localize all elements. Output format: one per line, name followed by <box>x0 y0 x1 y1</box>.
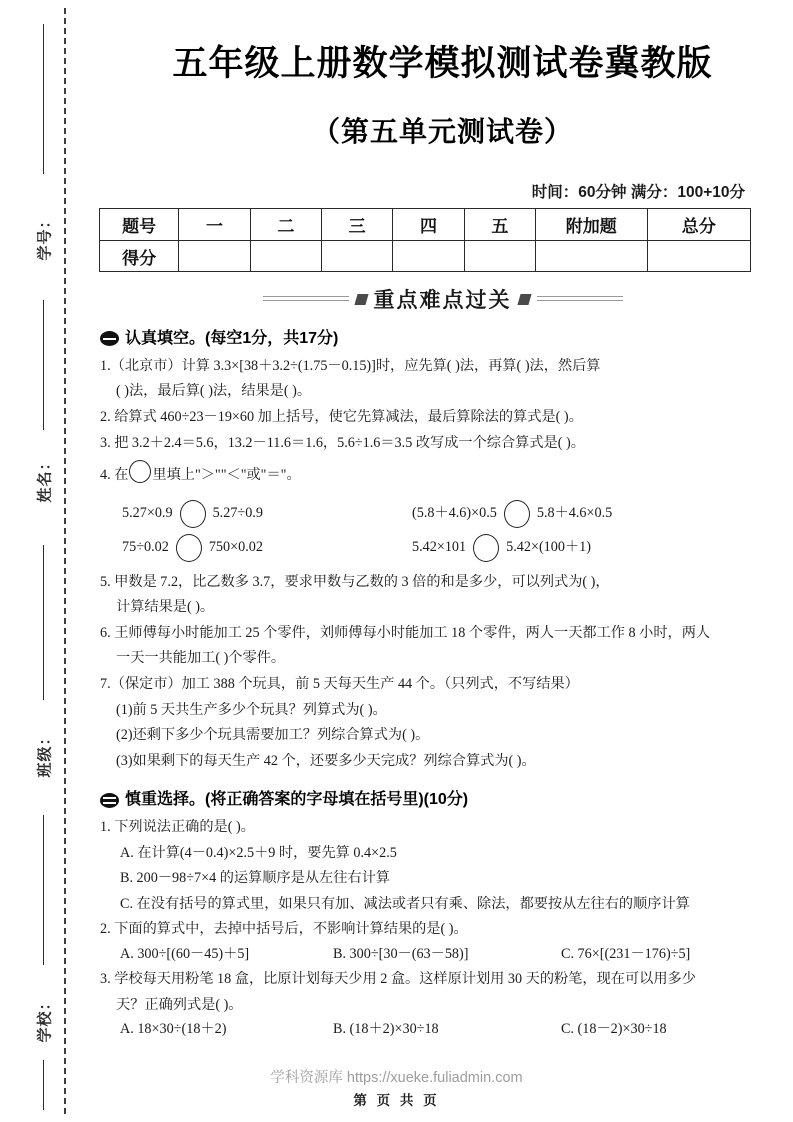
choice-2-options <box>100 943 787 966</box>
compare-3-right-expr: 750×0.02 <box>208 539 263 556</box>
exam-meta-info: 时间：60分钟 满分：100+10分 <box>531 184 745 201</box>
margin-divider-line <box>43 815 44 965</box>
margin-label-student-id: 学号： <box>36 212 54 261</box>
section-1-title: 认真填空。(每空1分，共17分) <box>125 330 339 347</box>
question-3: 3. 把 3.2＋2.4＝5.6，13.2－11.6＝1.6，5.6÷1.6＝3.5 改写成一个综合算式是( )。 <box>100 434 585 451</box>
question-4-stem-suffix: 里填上"＞""＜"或"＝"。 <box>152 467 301 484</box>
score-cell-1[interactable] <box>179 241 250 272</box>
score-table-col-1: 一 <box>179 209 250 241</box>
score-cell-5[interactable] <box>464 241 535 272</box>
banner-ornament-right-icon <box>517 294 531 305</box>
choice-2-option-b[interactable]: B. 300÷[30－(63－58)] <box>333 945 469 962</box>
score-table-col-2: 二 <box>250 209 321 241</box>
page-subtitle: （第五单元测试卷） <box>311 116 573 147</box>
compare-4-left-expr: 5.42×101 <box>412 539 467 556</box>
section-2-title: 慎重选择。(将正确答案的字母填在括号里)(10分) <box>125 791 469 809</box>
question-4-stem <box>100 460 787 488</box>
choice-question-3-line-2: 天？正确列式是( )。 <box>116 996 243 1013</box>
choice-2-option-c[interactable]: C. 76×[(231－176)÷5] <box>561 945 691 962</box>
compare-pair-2 <box>412 500 612 528</box>
compare-1-right-expr: 5.27÷0.9 <box>212 505 263 522</box>
compare-circle-icon[interactable] <box>176 534 202 562</box>
choice-1-option-b[interactable]: B. 200－98÷7×4 的运算顺序是从左往右计算 <box>120 870 390 887</box>
margin-label-school: 学校： <box>36 994 54 1043</box>
question-4-stem-prefix: 4. 在 <box>100 467 129 484</box>
margin-label-class: 班级： <box>36 729 54 778</box>
question-6-line-1: 6. 王师傅每小时能加工 25 个零件，刘师傅每小时能加工 18 个零件，两人一天都工作 8 小时，两人 <box>100 624 711 641</box>
question-6-line-2: 一天一共能加工( )个零件。 <box>116 650 286 667</box>
score-cell-extra[interactable] <box>536 241 648 272</box>
margin-divider-line <box>43 300 44 430</box>
question-1-line-1: 1.（北京市）计算 3.3×[38＋3.2÷(1.75－0.15)]时，应先算( )法，再算( )法，然后算 <box>100 357 601 374</box>
choice-3-option-b[interactable]: B. (18＋2)×30÷18 <box>333 1021 439 1038</box>
choice-question-3-line-1: 3. 学校每天用粉笔 18 盒，比原计划每天少用 2 盒。这样原计划用 30 天的粉笔，现在可以用多少 <box>100 970 696 987</box>
score-table-row-label-2: 得分 <box>100 241 179 272</box>
section-1-heading <box>100 326 787 352</box>
score-table-row-label-1: 题号 <box>100 209 179 241</box>
compare-3-left-expr: 75÷0.02 <box>122 539 169 556</box>
page-number-footer: 第 页 共 页 <box>353 1093 440 1108</box>
compare-pair-3 <box>122 534 412 562</box>
question-1-line-2: ( )法，最后算( )法，结果是( )。 <box>116 383 312 400</box>
choice-question-1-stem: 1. 下列说法正确的是( )。 <box>100 819 255 836</box>
section-2-heading <box>100 787 787 813</box>
score-table-col-extra: 附加题 <box>536 209 648 241</box>
section-one-marker-icon <box>100 331 119 346</box>
compare-4-right-expr: 5.42×(100＋1) <box>506 539 591 556</box>
question-7-stem: 7.（保定市）加工 388 个玩具，前 5 天每天生产 44 个。（只列式，不写结果） <box>100 675 579 692</box>
banner-title: 重点难点过关 <box>373 289 512 312</box>
score-table-col-5: 五 <box>464 209 535 241</box>
margin-divider-line <box>43 545 44 700</box>
question-7-sub-3: (3)如果剩下的每天生产 42 个，还要多少天完成？列综合算式为( )。 <box>116 752 536 769</box>
question-2: 2. 给算式 460÷23－19×60 加上括号，使它先算减法，最后算除法的算式是( )。 <box>100 409 583 426</box>
margin-dashed-fold-line <box>64 8 66 1114</box>
page-content <box>92 0 793 1122</box>
score-table-col-4: 四 <box>393 209 464 241</box>
score-cell-3[interactable] <box>322 241 393 272</box>
question-5-line-1: 5. 甲数是 7.2，比乙数多 3.7，要求甲数与乙数的 3 倍的和是多少，可以列式为( )， <box>100 573 610 590</box>
compare-pair-4 <box>412 534 591 562</box>
compare-1-left-expr: 5.27×0.9 <box>122 505 173 522</box>
compare-circle-icon[interactable] <box>473 534 499 562</box>
compare-pair-1 <box>122 500 412 528</box>
choice-1-option-c[interactable]: C. 在没有括号的算式里，如果只有加、减法或者只有乘、除法，都要按从左往右的顺序计算 <box>120 895 690 912</box>
compare-row-2 <box>100 531 787 565</box>
compare-circle-icon[interactable] <box>504 500 530 528</box>
page-title: 五年级上册数学模拟测试卷冀教版 <box>172 44 713 83</box>
score-table-col-3: 三 <box>322 209 393 241</box>
section-two-marker-icon <box>100 793 119 808</box>
compare-2-left-expr: (5.8＋4.6)×0.5 <box>412 505 497 522</box>
choice-2-option-a[interactable]: A. 300÷[(60－45)＋5] <box>120 945 250 962</box>
binding-margin <box>0 0 92 1122</box>
question-4-compare-block <box>100 497 787 565</box>
question-5-line-2: 计算结果是( )。 <box>116 599 215 616</box>
question-7-sub-2: (2)还剩下多少个玩具需要加工？列综合算式为( )。 <box>116 727 430 744</box>
banner-rule-left-icon <box>263 295 349 303</box>
banner-rule-right-icon <box>537 295 623 303</box>
compare-circle-icon[interactable] <box>180 500 206 528</box>
question-7-sub-1: (1)前 5 天共生产多少个玩具？列算式为( )。 <box>116 701 387 718</box>
score-cell-total[interactable] <box>647 241 751 272</box>
choice-1-option-a[interactable]: A. 在计算(4－0.4)×2.5＋9 时，要先算 0.4×2.5 <box>120 844 397 861</box>
score-table-col-total: 总分 <box>647 209 751 241</box>
score-table <box>99 208 751 272</box>
compare-2-right-expr: 5.8＋4.6×0.5 <box>536 505 613 522</box>
compare-circle-icon[interactable] <box>129 460 151 483</box>
score-cell-4[interactable] <box>393 241 464 272</box>
choice-3-option-a[interactable]: A. 18×30÷(18＋2) <box>120 1021 227 1038</box>
table-row-header <box>100 209 751 241</box>
section-banner <box>92 284 793 314</box>
margin-divider-line <box>43 24 44 174</box>
compare-row-1 <box>100 497 787 531</box>
watermark-text: 学科资源库 https://xueke.fuliadmin.com <box>270 1070 523 1086</box>
table-row-score <box>100 241 751 272</box>
choice-3-option-c[interactable]: C. (18－2)×30÷18 <box>561 1021 667 1038</box>
margin-label-name: 姓名： <box>36 454 54 503</box>
choice-question-2-stem: 2. 下面的算式中，去掉中括号后，不影响计算结果的是( )。 <box>100 921 468 938</box>
choice-3-options <box>100 1018 787 1041</box>
banner-ornament-left-icon <box>354 294 368 305</box>
score-cell-2[interactable] <box>250 241 321 272</box>
